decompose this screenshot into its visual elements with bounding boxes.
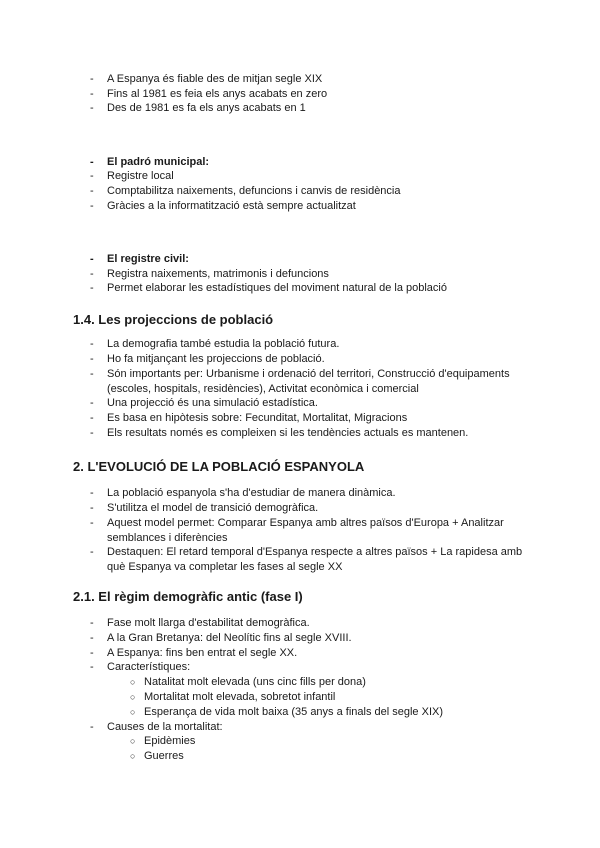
section-heading-2: 2. L'EVOLUCIÓ DE LA POBLACIÓ ESPANYOLA xyxy=(73,459,365,474)
list-item: - A la Gran Bretanya: del Neolític fins al segle XVIII. xyxy=(107,631,527,646)
list-item: - Fins al 1981 es feia els anys acabats en zero xyxy=(107,87,527,102)
list-item: - Des de 1981 es fa els anys acabats en 1 xyxy=(107,101,527,116)
padro-title: - El padró municipal: xyxy=(107,155,527,170)
list-item: - Una projecció és una simulació estadística. xyxy=(107,396,527,411)
list-item: - Aquest model permet: Comparar Espanya amb altres països d'Europa + Analitzar semblances i diferències xyxy=(107,516,527,545)
list-item: - La demografia també estudia la població futura. xyxy=(107,337,527,352)
sub-list-item: ○ Esperança de vida molt baixa (35 anys a finals del segle XIX) xyxy=(144,705,564,720)
list-item: - Gràcies a la informatització està sempre actualitzat xyxy=(107,199,527,214)
list-item: - A Espanya és fiable des de mitjan segle XIX xyxy=(107,72,527,87)
list-item: - Destaquen: El retard temporal d'Espanya respecte a altres països + La rapidesa amb què Espanya va completar les fases al segle XX xyxy=(107,545,527,574)
list-item: - Causes de la mortalitat: xyxy=(107,720,527,735)
list-item: - Els resultats només es compleixen si les tendències actuals es mantenen. xyxy=(107,426,527,441)
list-item: - La població espanyola s'ha d'estudiar de manera dinàmica. xyxy=(107,486,527,501)
registre-title: - El registre civil: xyxy=(107,252,527,267)
list-item: - Es basa en hipòtesis sobre: Fecunditat, Mortalitat, Migracions xyxy=(107,411,527,426)
list-item: - Fase molt llarga d'estabilitat demogràfica. xyxy=(107,616,527,631)
sub-list-item: ○ Epidèmies xyxy=(144,734,564,749)
sub-list-item: ○ Natalitat molt elevada (uns cinc fills per dona) xyxy=(144,675,564,690)
list-item: - Característiques: xyxy=(107,660,527,675)
list-item: - Registra naixements, matrimonis i defuncions xyxy=(107,267,527,282)
list-item: - Permet elaborar les estadístiques del moviment natural de la població xyxy=(107,281,527,296)
list-item: - Ho fa mitjançant les projeccions de població. xyxy=(107,352,527,367)
section-heading-1-4: 1.4. Les projeccions de població xyxy=(73,312,274,327)
list-item: - Comptabilitza naixements, defuncions i canvis de residència xyxy=(107,184,527,199)
list-item: - S'utilitza el model de transició demogràfica. xyxy=(107,501,527,516)
list-item: - Registre local xyxy=(107,169,527,184)
list-item: - Són importants per: Urbanisme i ordenació del territori, Construcció d'equipaments (escoles, hospitals, residències), Activitat econòmica i comercial xyxy=(107,367,527,396)
section-heading-2-1: 2.1. El règim demogràfic antic (fase I) xyxy=(73,589,303,604)
list-item: - A Espanya: fins ben entrat el segle XX. xyxy=(107,646,527,661)
sub-list-item: ○ Mortalitat molt elevada, sobretot infantil xyxy=(144,690,564,705)
sub-list-item: ○ Guerres xyxy=(144,749,564,764)
